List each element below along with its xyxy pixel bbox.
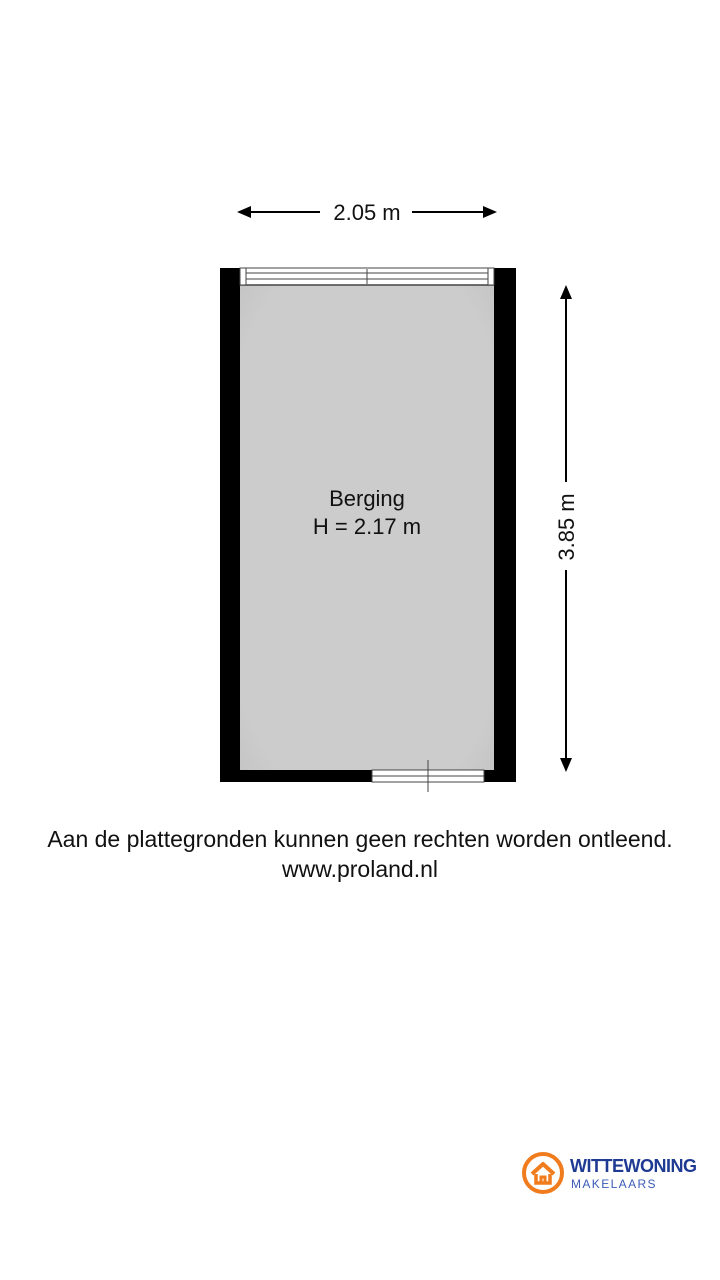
height-label: 3.85 m xyxy=(554,493,579,561)
brand-logo xyxy=(522,1152,712,1196)
wall-left xyxy=(220,268,240,782)
wall-bottom-left xyxy=(220,770,372,782)
wall-right xyxy=(494,268,516,782)
brand-subtitle: MAKELAARS xyxy=(571,1177,657,1191)
brand-name: WITTEWONING xyxy=(570,1156,697,1176)
width-dimension xyxy=(237,200,497,225)
disclaimer xyxy=(0,824,720,884)
width-label: 2.05 m xyxy=(333,200,401,225)
room-name: Berging xyxy=(329,486,405,511)
arrow-right-icon xyxy=(483,206,497,218)
window-top xyxy=(240,268,494,285)
disclaimer-text: Aan de plattegronden kunnen geen rechten worden ontleend. xyxy=(47,826,673,852)
arrow-down-icon xyxy=(560,758,572,772)
wall-bottom-right xyxy=(484,770,516,782)
arrow-left-icon xyxy=(237,206,251,218)
house-icon xyxy=(522,1152,564,1194)
room-height: H = 2.17 m xyxy=(312,514,422,539)
height-dimension xyxy=(554,285,579,772)
website-link: www.proland.nl xyxy=(282,856,438,882)
arrow-up-icon xyxy=(560,285,572,299)
